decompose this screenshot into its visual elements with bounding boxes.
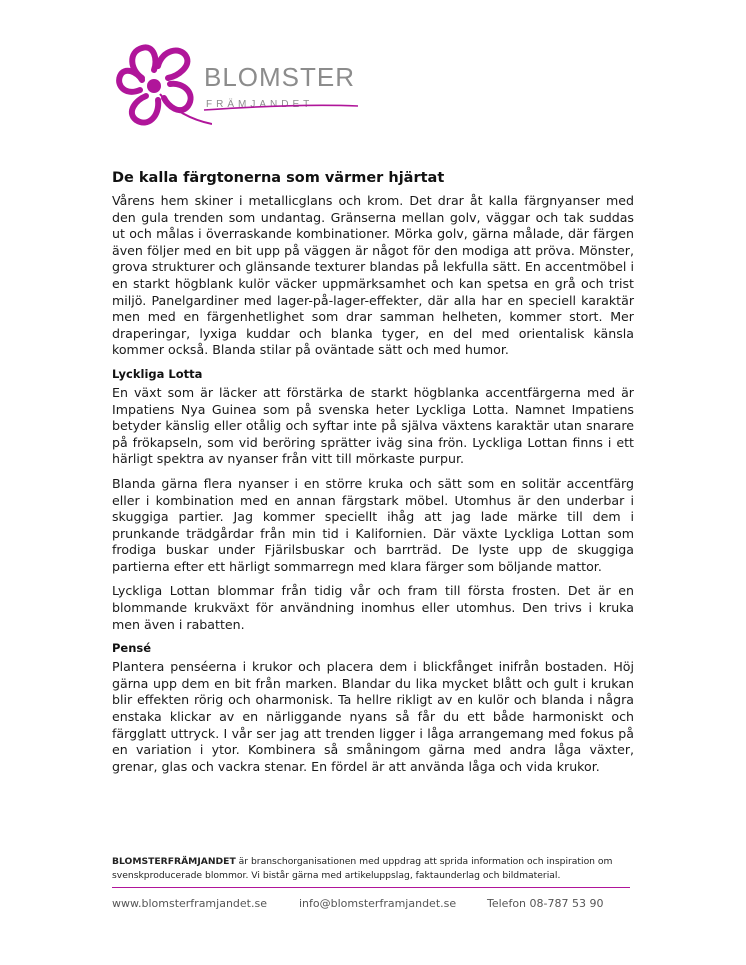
footer-divider [112, 887, 630, 888]
logo-swoosh [112, 40, 372, 135]
section-heading-pense: Pensé [112, 641, 152, 656]
footer-org-name: BLOMSTERFRÄMJANDET [112, 856, 236, 867]
footer-org-text: är branschorganisationen med uppdrag att sprida information och inspiration om svenskproducerade blommor. Vi bistår gärna med artikeluppslag, faktaunderlag och bildmaterial. [112, 856, 613, 881]
section-heading-lyckliga-lotta: Lyckliga Lotta [112, 366, 203, 381]
brand-subname: FRÄMJANDET [206, 99, 314, 110]
brand-name: BLOMSTER [204, 62, 356, 92]
paragraph: Plantera penséerna i krukor och placera dem i blickfånget inifrån bostaden. Höj gärna upp dem en bit från marken. Blandar du lika mycket blått och gult i krukan blir effekten rörig och oharmonisk. Ta hellre rikligt av en kulör och blanda i några enstaka klickar av en närliggande nyans så får du ett både harmoniskt och färgglatt uttryck. I vår ser jag att trenden ligger i låga arrangemang med fokus på en variation i ytor. Kombinera så småningom gärna med andra låga växter, grenar, glas och vackra stenar. En fördel är att använda låga och vida krukor. [112, 659, 634, 774]
paragraph: En växt som är läcker att förstärka de starkt högblanka accentfärgerna med är Impatiens Nya Guinea som på svenska heter Lyckliga Lotta. Namnet Impatiens betyder känslig eller otålig och syftar inte på själva växtens karaktär utan snarare på frökapseln, som vid beröring sprätter iväg sina frön. Lyckliga Lottan finns i ett härligt spektra av nyanser från vitt till mörkaste purpur. [112, 384, 634, 467]
paragraph: Blanda gärna flera nyanser i en större kruka och sätt som en solitär accentfärg eller i kombination med en annan färgstark möbel. Utomhus är den underbar i skuggiga partier. Jag kommer speciellt ihåg att jag lade märke till dem i prunkande trädgårdar från min tid i Kalifornien. Där växte Lyckliga Lottan som frodiga buskar under Fjärilsbuskar och barrträd. De lyste upp de skuggiga partierna efter ett härligt sommarregn med klara färger som böljande mattor. [112, 475, 634, 574]
article [112, 170, 634, 783]
website-link[interactable]: www.blomsterframjandet.se [112, 897, 267, 910]
footer-note [112, 855, 634, 883]
article-intro: Vårens hem skiner i metallicglans och krom. Det drar åt kalla färgnyanser med den gula trenden som undantag. Gränserna mellan golv, väggar och tak suddas ut och målas i överraskande kombinationer. Mörka golv, gärna målade, där färgen även följer med en bit upp på väggen är något för den modiga att pröva. Mönster, grova strukturer och glänsande texturer blandas på lekfulla sätt. En accentmöbel i en starkt högblank kulör väcker uppmärksamhet och kan spetsa en grå och trist miljö. Panelgardiner med lager-på-lager-effekter, där alla har en speciell karaktär men med en färgenhetlighet som drar samman helheten, kommer stort. Mer draperingar, lyxiga kuddar och blanka tyger, en del med orientalisk känsla kommer också. Blanda stilar på oväntade sätt och med humor. [112, 193, 634, 358]
paragraph: Lyckliga Lottan blommar från tidig vår och fram till första frosten. Det är en blommande krukväxt för användning inomhus eller utomhus. Den trivs i kruka men även i rabatten. [112, 583, 634, 632]
email-link[interactable]: info@blomsterframjandet.se [299, 897, 457, 910]
article-title: De kalla färgtonerna som värmer hjärtat [112, 170, 445, 186]
brand-logo [112, 40, 372, 135]
phone-number: Telefon 08-787 53 90 [487, 897, 604, 910]
